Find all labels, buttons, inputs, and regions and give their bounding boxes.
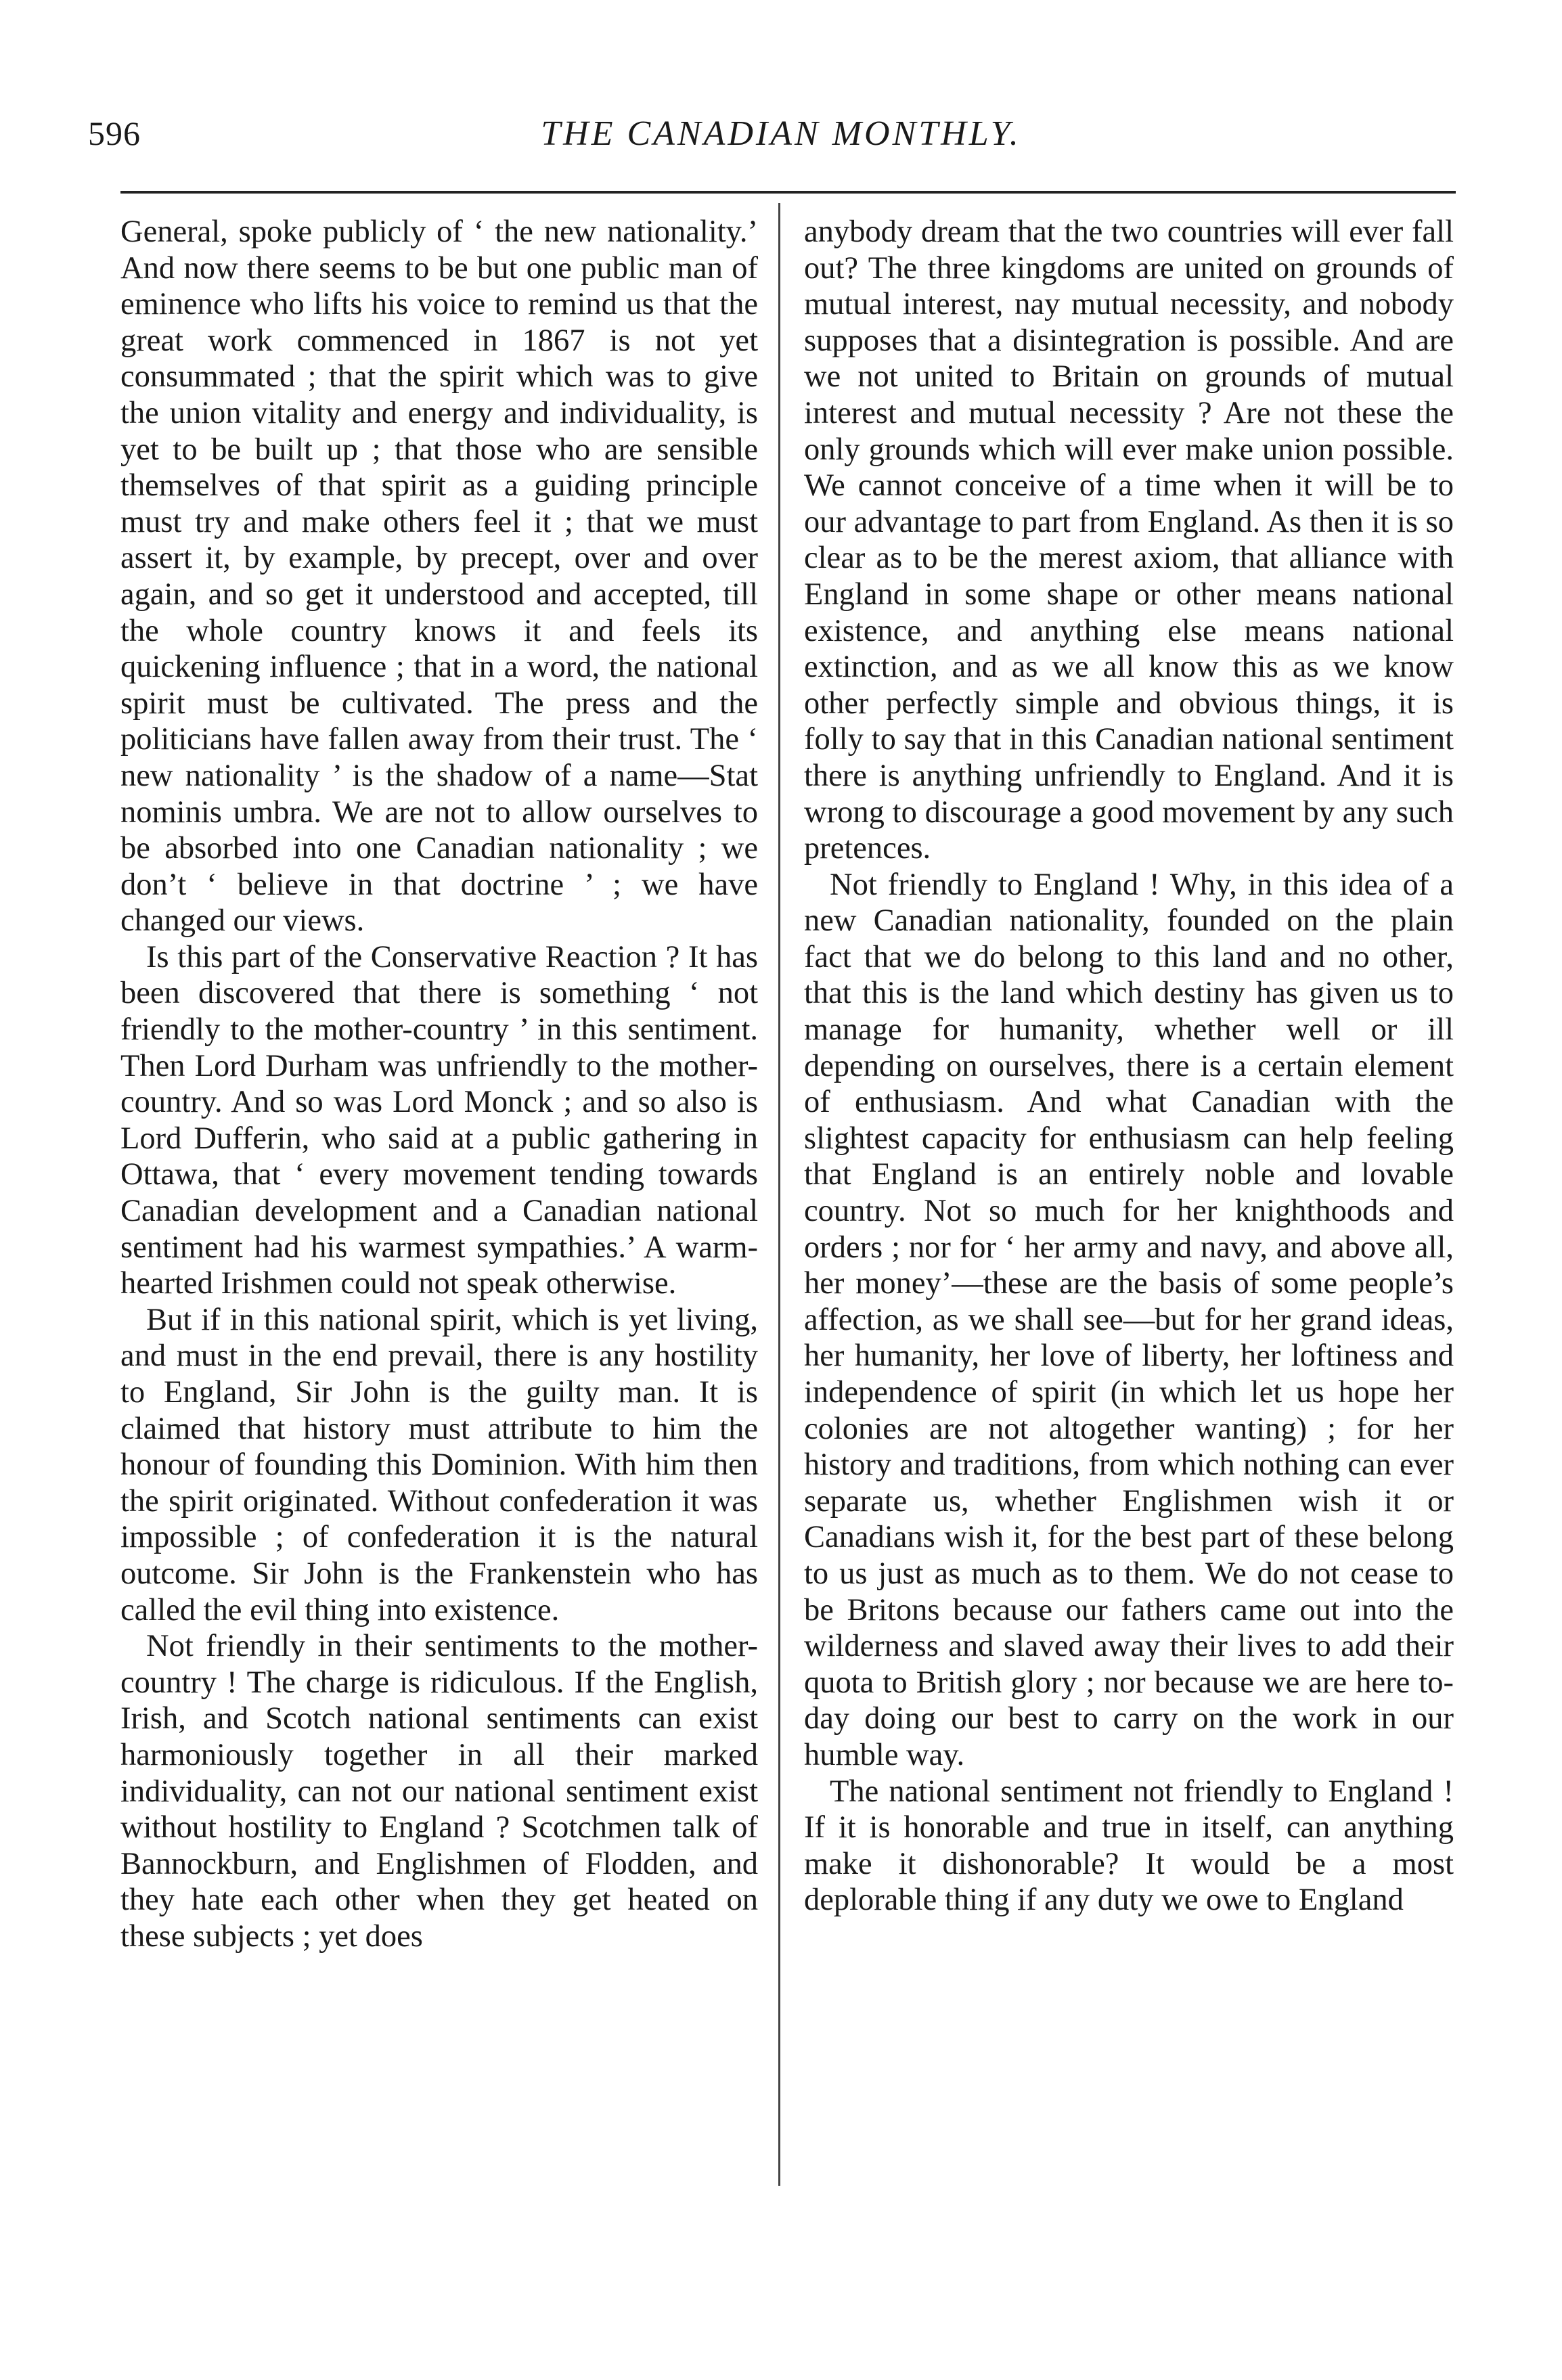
paragraph: anybody dream that the two countries will ever fall out? The three kingdoms are united on grounds of mutual interest, nay mutual necessity, and nobody supposes that a disintegration is possible. And are we not united to Britain on grounds of mutual interest and mutual necessity ? Are not these the only grounds which will ever make union possible. We cannot conceive of a time when it will be to our advantage to part from England. As then it is so clear as to be the merest axiom, that alliance with England in some shape or other means national existence, and anything else means national extinction, and as we all know this as we know other perfectly simple and obvious things, it is folly to say that in this Canadian national sentiment there is anything unfriendly to England. And it is wrong to discourage a good movement by any such pretences.	[804, 215, 1454, 866]
paragraph: The national sentiment not friendly to England ! If it is honorable and true in itself, can anything make it dishonorable? It would be a most deplorable thing if any duty we owe to England	[804, 1774, 1454, 1918]
header-rule	[120, 191, 1456, 194]
page-number: 596	[88, 114, 141, 152]
right-column	[804, 214, 1454, 1918]
paragraph: Is this part of the Conservative Reaction ? It has been discovered that there is something ‘ not friendly to the mother-country ’ in this sentiment. Then Lord Durham was unfriendly to the mother-country. And so was Lord Monck ; and so also is Lord Dufferin, who said at a public gathering in Ottawa, that ‘ every movement tending towards Canadian development and a Canadian national sentiment had his warmest sympathies.’ A warm-hearted Irishmen could not speak otherwise.	[120, 939, 758, 1301]
paragraph: General, spoke publicly of ‘ the new nationality.’ And now there seems to be but one public man of eminence who lifts his voice to remind us that the great work commenced in 1867 is not yet consummated ; that the spirit which was to give the union vitality and energy and individuality, is yet to be built up ; that those who are sensible themselves of that spirit as a guiding principle must try and make others feel it ; that we must assert it, by example, by precept, over and over again, and so get it understood and accepted, till the whole country knows it and feels its quickening influence ; that in a word, the national spirit must be cultivated. The press and the politicians have fallen away from their trust. The ‘ new nationality ’ is the shadow of a name—Stat nominis umbra. We are not to allow ourselves to be absorbed into one Canadian nationality ; we don’t ‘ believe in that doctrine ’ ; we have changed our views.	[120, 215, 758, 939]
paragraph: Not friendly in their sentiments to the mother-country ! The charge is ridiculous. If the English, Irish, and Scotch national sentiments can exist harmoniously together in all their marked individuality, can not our national sentiment exist without hostility to England ? Scotchmen talk of Bannockburn, and Englishmen of Flodden, and they hate each other when they get heated on these subjects ; yet does	[120, 1629, 758, 1954]
running-head: THE CANADIAN MONTHLY.	[541, 114, 1021, 153]
left-column	[120, 214, 758, 1955]
column-divider	[778, 203, 780, 2186]
paragraph: Not friendly to England ! Why, in this idea of a new Canadian nationality, founded on the plain fact that we do belong to this land and no other, that this is the land which destiny has given us to manage for humanity, whether well or ill depending on ourselves, there is a certain element of enthusiasm. And what Canadian with the slightest capacity for enthusiasm can help feeling that England is an entirely noble and lovable country. Not so much for her knighthoods and orders ; nor for ‘ her army and navy, and above all, her money’—these are the basis of some people’s affection, as we shall see—but for her grand ideas, her humanity, her love of liberty, her loftiness and independence of spirit (in which let us hope her colonies are not altogether wanting) ; for her history and traditions, from which nothing can ever separate us, whether Englishmen wish it or Canadians wish it, for the best part of these belong to us just as much as to them. We do not cease to be Britons because our fathers came out into the wilderness and slaved away their lives to add their quota to British glory ; nor because we are here to-day doing our best to carry on the work in our humble way.	[804, 867, 1454, 1772]
paragraph: But if in this national spirit, which is yet living, and must in the end prevail, there is any hostility to England, Sir John is the guilty man. It is claimed that history must attribute to him the honour of founding this Dominion. With him then the spirit originated. Without confederation it was impossible ; of confederation it is the natural outcome. Sir John is the Frankenstein who has called the evil thing into existence.	[120, 1302, 758, 1627]
